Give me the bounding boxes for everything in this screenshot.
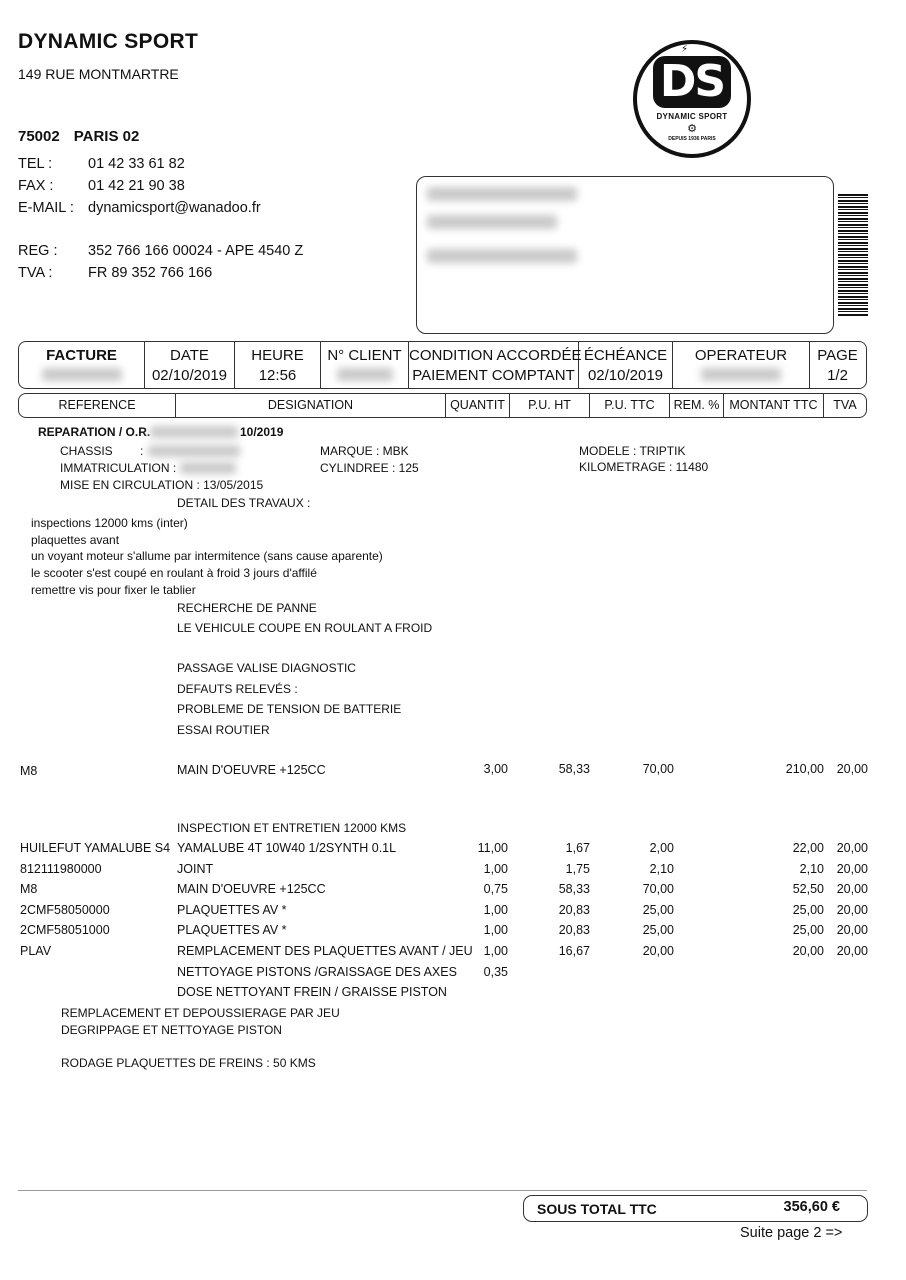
gear-icon: ⚙ [687, 123, 697, 135]
line-qty: 1,00 [483, 903, 508, 917]
line-designation: PLAQUETTES AV * [177, 923, 287, 937]
tel-value: 01 42 33 61 82 [88, 156, 185, 172]
note-line: plaquettes avant [31, 533, 120, 547]
line-designation: DOSE NETTOYANT FREIN / GRAISSE PISTON [177, 985, 447, 999]
column-header-row [18, 393, 867, 418]
line-ref: 2CMF58051000 [20, 923, 110, 937]
diag-line: DEFAUTS RELEVÉS : [177, 682, 298, 696]
col-montant: MONTANT TTC [724, 394, 824, 417]
line-montant: 210,00 [785, 762, 824, 776]
tel-label: TEL : [18, 156, 53, 172]
tva-label: TVA : [18, 265, 53, 281]
facture-label: FACTURE [46, 347, 117, 364]
col-quantite: QUANTIT [446, 394, 510, 417]
subtotal-label: SOUS TOTAL TTC [537, 1201, 657, 1217]
line-pu-ht: 20,83 [558, 903, 590, 917]
line-tva: 20,00 [836, 841, 868, 855]
page-value: 1/2 [827, 367, 848, 384]
page-cell [810, 342, 865, 388]
echeance-cell [579, 342, 673, 388]
diag-line: PROBLEME DE TENSION DE BATTERIE [177, 702, 402, 716]
line-pu-ttc: 20,00 [642, 944, 674, 958]
chassis-label: CHASSIS [60, 444, 113, 458]
line-qty: 1,00 [483, 944, 508, 958]
line-pu-ht: 58,33 [558, 882, 590, 896]
note-line: le scooter s'est coupé en roulant à froid 3 jours d'affilé [31, 566, 317, 580]
subtotal-value: 356,60 € [783, 1199, 840, 1215]
chassis-sep: : [140, 444, 144, 458]
line-pu-ht: 1,67 [565, 841, 590, 855]
line-ref: 2CMF58050000 [20, 903, 110, 917]
line-designation: YAMALUBE 4T 10W40 1/2SYNTH 0.1L [177, 841, 397, 855]
line-pu-ht: 16,67 [558, 944, 590, 958]
echeance-value: 02/10/2019 [587, 367, 664, 384]
detail-travaux: DETAIL DES TRAVAUX : [177, 496, 311, 510]
operateur-label: OPERATEUR [694, 347, 788, 364]
client-label: N° CLIENT [327, 347, 402, 364]
date-value: 02/10/2019 [151, 367, 228, 384]
email-value: dynamicsport@wanadoo.fr [88, 200, 261, 216]
line-qty: 3,00 [483, 762, 508, 776]
line-designation: MAIN D'OEUVRE +125CC [177, 882, 326, 896]
line-pu-ht: 1,75 [565, 862, 590, 876]
redacted-immat [180, 462, 236, 474]
line-tva: 20,00 [836, 903, 868, 917]
email-label: E-MAIL : [18, 200, 74, 216]
line-qty: 0,35 [483, 965, 508, 979]
inspection-title: INSPECTION ET ENTRETIEN 12000 KMS [177, 821, 407, 835]
heure-cell [235, 342, 321, 388]
line-ref: M8 [20, 764, 38, 778]
line-tva: 20,00 [836, 944, 868, 958]
line-ref: PLAV [20, 944, 52, 958]
fax-value: 01 42 21 90 38 [88, 178, 185, 194]
line-montant: 20,00 [792, 944, 824, 958]
note-line: remettre vis pour fixer le tablier [31, 583, 196, 597]
line-ref: M8 [20, 882, 38, 896]
date-label: DATE [170, 347, 209, 364]
line-qty: 1,00 [483, 862, 508, 876]
col-tva: TVA [833, 398, 857, 412]
company-city-name: PARIS 02 [73, 128, 140, 145]
diag-line: PASSAGE VALISE DIAGNOSTIC [177, 661, 356, 675]
redacted-address [427, 215, 557, 229]
line-designation: JOINT [177, 862, 214, 876]
line-tva: 20,00 [836, 762, 868, 776]
company-city [18, 128, 139, 145]
col-rem: REM. % [670, 394, 724, 417]
extra-line: RODAGE PLAQUETTES DE FREINS : 50 KMS [61, 1056, 316, 1070]
recipient-address-box [416, 176, 834, 334]
note-line: inspections 12000 kms (inter) [31, 516, 188, 530]
line-tva: 20,00 [836, 923, 868, 937]
dynamic-sport-logo [633, 40, 751, 158]
client-cell [321, 342, 409, 388]
immat-label: IMMATRICULATION : [60, 461, 177, 475]
modele: MODELE : TRIPTIK [579, 444, 686, 458]
operateur-cell [673, 342, 810, 388]
extra-line: DEGRIPPAGE ET NETTOYAGE PISTON [61, 1023, 282, 1037]
line-pu-ttc: 25,00 [642, 903, 674, 917]
redacted-city [427, 249, 577, 263]
line-pu-ttc: 2,00 [649, 841, 674, 855]
marque: MARQUE : MBK [320, 444, 409, 458]
or-suffix: 10/2019 [240, 425, 284, 439]
redacted-name [427, 187, 577, 201]
line-pu-ttc: 2,10 [649, 862, 674, 876]
invoice-header-table [18, 341, 867, 389]
diag-line: LE VEHICULE COUPE EN ROULANT A FROID [177, 621, 433, 635]
diag-line: RECHERCHE DE PANNE [177, 601, 317, 615]
facture-cell [19, 342, 145, 388]
line-montant: 25,00 [792, 903, 824, 917]
line-ref: HUILEFUT YAMALUBE S4 [20, 841, 171, 855]
condition-cell [409, 342, 582, 388]
line-pu-ht: 20,83 [558, 923, 590, 937]
echeance-label: ÉCHÉANCE [583, 347, 668, 364]
col-designation: DESIGNATION [176, 394, 446, 417]
line-pu-ttc: 25,00 [642, 923, 674, 937]
redacted-or-number [150, 426, 238, 438]
diag-line: ESSAI ROUTIER [177, 723, 270, 737]
page-label: PAGE [817, 347, 858, 364]
note-line: un voyant moteur s'allume par intermitence (sans cause aparente) [31, 549, 383, 563]
extra-line: REMPLACEMENT ET DEPOUSSIERAGE PAR JEU [61, 1006, 340, 1020]
company-address: 149 RUE MONTMARTRE [18, 66, 179, 82]
line-pu-ht: 58,33 [558, 762, 590, 776]
col-reference: REFERENCE [19, 394, 176, 417]
company-name: DYNAMIC SPORT [18, 30, 199, 53]
line-tva: 20,00 [836, 882, 868, 896]
bolt-icon: ⚡ [681, 44, 689, 55]
or-label: REPARATION / O.R. [38, 425, 151, 439]
redacted-operator [701, 368, 781, 381]
line-designation: REMPLACEMENT DES PLAQUETTES AVANT / JEU [177, 944, 473, 958]
line-montant: 25,00 [792, 923, 824, 937]
condition-label: CONDITION ACCORDÉE [409, 347, 582, 364]
line-designation: NETTOYAGE PISTONS /GRAISSAGE DES AXES [177, 965, 457, 979]
heure-value: 12:56 [258, 367, 297, 384]
line-montant: 2,10 [799, 862, 824, 876]
line-pu-ttc: 70,00 [642, 882, 674, 896]
col-pu-ht: P.U. HT [510, 394, 590, 417]
reg-label: REG : [18, 243, 58, 259]
mise-circulation: MISE EN CIRCULATION : 13/05/2015 [60, 478, 264, 492]
kilometrage: KILOMETRAGE : 11480 [579, 460, 709, 474]
col-pu-ttc: P.U. TTC [590, 394, 670, 417]
heure-label: HEURE [251, 347, 304, 364]
logo-since: DEPUIS 1936 PARIS [668, 136, 716, 142]
footer-divider [18, 1190, 867, 1191]
line-qty: 11,00 [477, 841, 508, 855]
line-qty: 0,75 [483, 882, 508, 896]
line-montant: 52,50 [792, 882, 824, 896]
line-ref: 812111980000 [20, 862, 102, 876]
redacted-chassis [148, 445, 240, 457]
line-qty: 1,00 [483, 923, 508, 937]
date-cell [145, 342, 235, 388]
company-postcode: 75002 [18, 128, 60, 145]
line-tva: 20,00 [836, 862, 868, 876]
line-designation: PLAQUETTES AV * [177, 903, 287, 917]
logo-letters: DS [653, 56, 731, 108]
line-montant: 22,00 [792, 841, 824, 855]
cylindree: CYLINDREE : 125 [320, 461, 419, 475]
condition-value: PAIEMENT COMPTANT [412, 367, 575, 384]
tva-value: FR 89 352 766 166 [88, 265, 213, 281]
logo-name: DYNAMIC SPORT [656, 112, 728, 121]
barcode [838, 194, 868, 316]
redacted-invoice-number [42, 368, 122, 381]
line-designation: MAIN D'OEUVRE +125CC [177, 763, 326, 777]
redacted-client-number [337, 368, 393, 381]
reg-value: 352 766 166 00024 - APE 4540 Z [88, 243, 304, 259]
next-page-note: Suite page 2 => [740, 1225, 843, 1241]
line-pu-ttc: 70,00 [642, 762, 674, 776]
fax-label: FAX : [18, 178, 54, 194]
